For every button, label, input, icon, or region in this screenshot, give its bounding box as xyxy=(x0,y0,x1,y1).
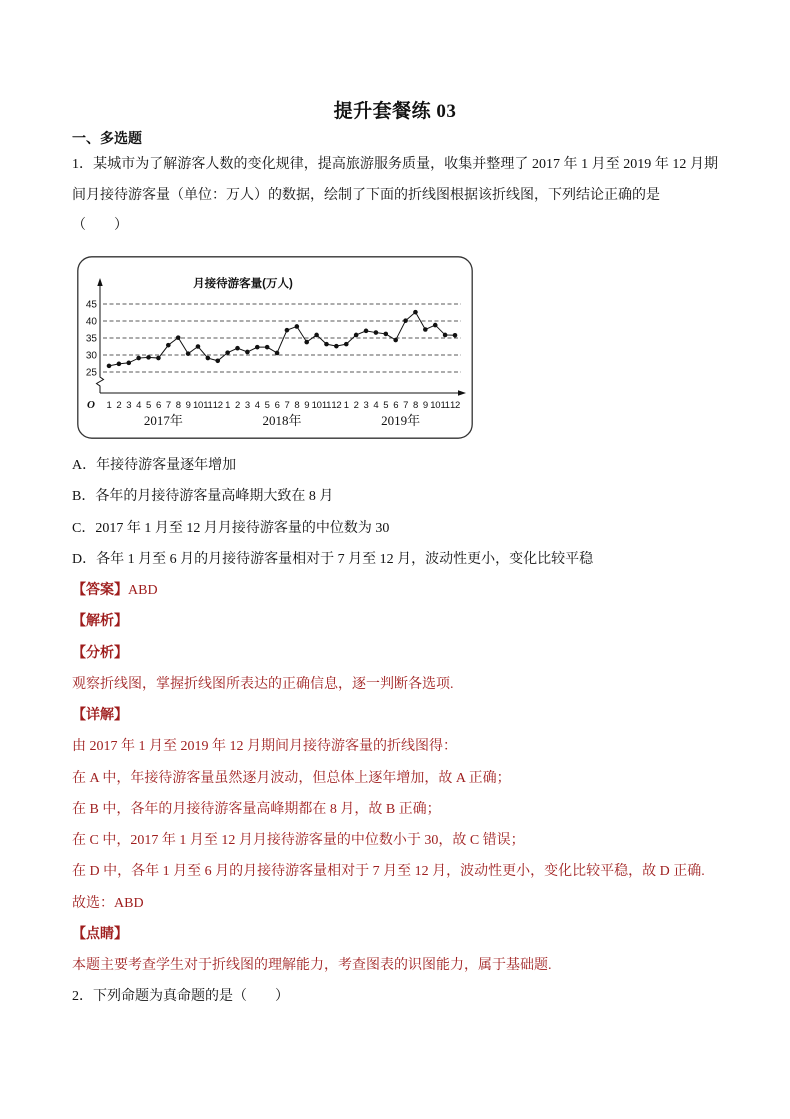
tourist-line-chart xyxy=(77,256,473,439)
x-tick-label: 11 xyxy=(440,400,450,411)
detail-line-b: 在 B 中，各年的月接待游客量高峰期都在 8 月，故 B 正确； xyxy=(72,801,441,817)
x-tick-label: 5 xyxy=(264,400,270,411)
question-2-stem: 2．下列命题为真命题的是（ ） xyxy=(72,989,289,1005)
x-tick-label: 1 xyxy=(343,400,349,411)
data-point xyxy=(156,356,161,361)
year-label: 2018年 xyxy=(262,413,302,428)
data-point xyxy=(324,342,329,347)
data-point xyxy=(364,329,369,334)
x-tick-label: 8 xyxy=(294,400,300,411)
year-label: 2017年 xyxy=(143,413,183,428)
y-tick-label-25: 25 xyxy=(85,367,97,379)
data-point xyxy=(107,364,112,369)
data-point xyxy=(374,330,379,335)
option-c: C．2017 年 1 月至 12 月月接待游客量的中位数为 30 xyxy=(72,520,390,536)
x-tick-label: 10 xyxy=(311,400,322,411)
fenxi-label: 【分析】 xyxy=(72,645,128,661)
answer-label: 【答案】 xyxy=(72,583,128,598)
detail-line-1: 由 2017 年 1 月至 2019 年 12 月期间月接待游客量的折线图得： xyxy=(72,739,457,755)
note-text: 本题主要考查学生对于折线图的理解能力，考查图表的识图能力，属于基础题. xyxy=(72,958,552,973)
fenxi-text: 观察折线图，掌握折线图所表达的正确信息，逐一判断各选项. xyxy=(72,676,454,692)
note-label: 【点睛】 xyxy=(72,926,128,942)
x-tick-label: 9 xyxy=(422,400,428,411)
data-point xyxy=(275,351,280,356)
data-point xyxy=(384,332,389,337)
answer-value: ABD xyxy=(128,583,158,598)
question-1-body xyxy=(72,450,772,1013)
x-tick-label: 11 xyxy=(321,400,332,411)
data-point xyxy=(344,342,349,347)
x-tick-label: 5 xyxy=(383,400,389,411)
data-point xyxy=(146,355,151,360)
data-point xyxy=(354,333,359,338)
data-point xyxy=(423,327,428,332)
x-tick-label: 12 xyxy=(450,400,460,411)
x-tick-label: 7 xyxy=(284,400,290,411)
x-tick-label: 7 xyxy=(403,400,409,411)
year-label: 2019年 xyxy=(381,413,421,428)
x-tick-label: 12 xyxy=(331,400,342,411)
x-tick-label: 10 xyxy=(192,400,203,411)
y-tick-label-45: 45 xyxy=(85,299,97,311)
question-1-stem xyxy=(72,150,718,242)
x-tick-label: 1 xyxy=(225,400,231,411)
x-tick-label: 6 xyxy=(155,400,161,411)
data-point xyxy=(215,358,220,363)
data-point xyxy=(403,318,408,323)
x-tick-label: 11 xyxy=(203,400,213,411)
chart-container xyxy=(77,256,473,439)
page-title: 提升套餐练 03 xyxy=(333,101,457,122)
data-point xyxy=(186,351,191,356)
x-tick-label: 12 xyxy=(212,400,223,411)
data-point xyxy=(225,350,230,355)
conclusion-line: 故选：ABD xyxy=(72,895,144,911)
x-tick-label: 8 xyxy=(412,400,418,411)
data-point xyxy=(413,310,418,315)
option-d: D．各年 1 月至 6 月的月接待游客量相对于 7 月至 12 月，波动性更小，变化比较平稳 xyxy=(72,551,594,567)
origin-label: O xyxy=(87,399,95,411)
y-tick-label-35: 35 xyxy=(85,333,97,345)
data-point xyxy=(117,362,122,367)
question-1-answer-blank: （ ） xyxy=(72,218,128,233)
data-point xyxy=(285,328,290,333)
detail-line-d: 在 D 中，各年 1 月至 6 月的月接待游客量相对于 7 月至 12 月，波动性更小，变化比较平稳，故 D 正确. xyxy=(72,864,705,880)
x-tick-label: 7 xyxy=(165,400,171,411)
y-tick-label-30: 30 xyxy=(85,350,97,362)
data-point xyxy=(176,335,181,340)
x-tick-label: 9 xyxy=(185,400,191,411)
data-point xyxy=(206,356,211,361)
data-point xyxy=(136,356,141,361)
data-point xyxy=(433,323,438,328)
data-point xyxy=(166,343,171,348)
question-1-stem-line-1: 1．某城市为了解游客人数的变化规律，提高旅游服务质量，收集并整理了 2017 年 1 月至 2019 年 12 月期 xyxy=(72,157,718,172)
x-tick-label: 2 xyxy=(116,400,122,411)
data-point xyxy=(235,346,240,351)
x-tick-label: 4 xyxy=(373,400,379,411)
data-point xyxy=(453,333,458,338)
data-point xyxy=(196,344,201,349)
x-tick-label: 2 xyxy=(353,400,359,411)
analysis-label: 【解析】 xyxy=(72,614,128,630)
option-b: B．各年的月接待游客量高峰期大致在 8 月 xyxy=(72,489,334,505)
x-tick-label: 4 xyxy=(136,400,142,411)
y-tick-label-40: 40 xyxy=(85,316,97,328)
section-heading: 一、多选题 xyxy=(72,132,142,147)
x-tick-label: 8 xyxy=(175,400,181,411)
x-tick-label: 3 xyxy=(244,400,250,411)
x-tick-label: 10 xyxy=(430,400,441,411)
detail-line-a: 在 A 中，年接待游客量虽然逐月波动，但总体上逐年增加，故 A 正确； xyxy=(72,770,511,786)
data-point xyxy=(245,350,250,355)
data-point xyxy=(304,340,309,345)
x-tick-label: 6 xyxy=(274,400,280,411)
question-1-stem-line-2: 间月接待游客量（单位：万人）的数据，绘制了下面的折线图根据该折线图，下列结论正确的是 xyxy=(72,187,660,203)
detail-line-c: 在 C 中，2017 年 1 月至 12 月月接待游客量的中位数小于 30，故 C 错误； xyxy=(72,833,525,848)
data-point xyxy=(255,345,260,350)
data-point xyxy=(443,333,448,338)
detail-label: 【详解】 xyxy=(72,708,128,723)
data-point xyxy=(265,345,270,350)
x-tick-label: 1 xyxy=(106,400,112,411)
chart-title: 月接待游客量(万人) xyxy=(193,278,293,290)
x-tick-label: 9 xyxy=(304,400,310,411)
data-point xyxy=(314,333,319,338)
x-tick-label: 4 xyxy=(254,400,260,411)
option-a: A．年接待游客量逐年增加 xyxy=(72,458,237,473)
data-point xyxy=(126,361,131,366)
x-tick-label: 2 xyxy=(235,400,241,411)
data-point xyxy=(334,344,339,349)
x-tick-label: 3 xyxy=(363,400,369,411)
data-point xyxy=(295,324,300,329)
x-tick-label: 6 xyxy=(393,400,399,411)
x-tick-label: 3 xyxy=(126,400,132,411)
x-tick-label: 5 xyxy=(146,400,152,411)
data-point xyxy=(393,338,398,343)
answer-line xyxy=(72,575,772,606)
